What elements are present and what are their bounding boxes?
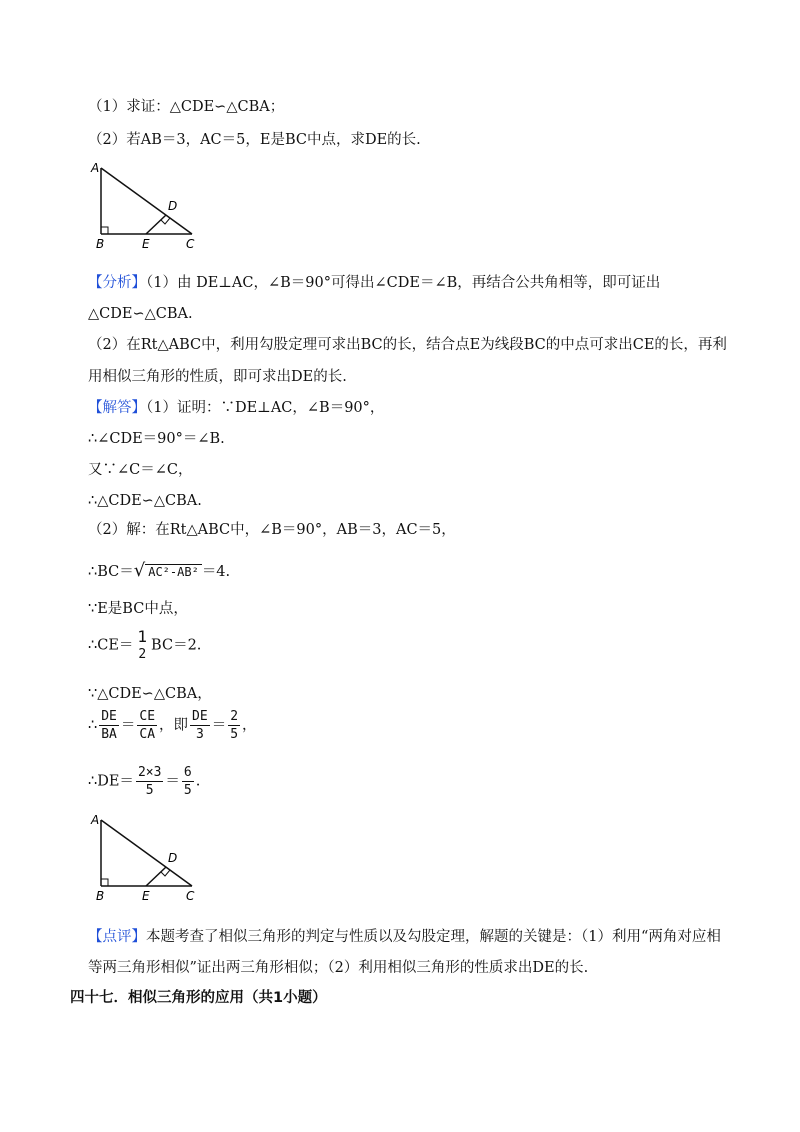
fraction-6-5: $\frac{6}{5}$ [183, 765, 192, 798]
solution-line5: （2）解：在Rt△ABC中，∠B＝90°，AB＝3，AC＝5， [88, 522, 456, 538]
label-b: B [96, 889, 105, 902]
label-e: E [142, 889, 150, 902]
solution-line2: ∴∠CDE＝90°＝∠B. [88, 431, 225, 447]
solution-line11: ∴DE＝ $\frac{2\times 3}{5}$ ＝ $\frac{6}{5}$ . [88, 765, 201, 798]
fraction-ce-ca: $\frac{CE}{CA}$ [139, 709, 156, 742]
analysis-line2: △CDE∽△CBA. [88, 306, 193, 322]
label-b: B [96, 237, 105, 250]
label-d: D [168, 851, 178, 865]
analysis-tag: 【分析】 [88, 275, 146, 291]
solution-line1: 【解答】（1）证明：∵DE⊥AC，∠B＝90°， [88, 400, 385, 416]
label-a: A [91, 813, 100, 827]
solution-line9: ∵△CDE∽△CBA， [88, 686, 212, 702]
triangle-figure-bottom [88, 810, 208, 902]
analysis-line4: 用相似三角形的性质，即可求出DE的长. [88, 369, 347, 385]
sqrt-expression: √ AC²-AB² [134, 565, 202, 579]
solution-tag: 【解答】 [88, 400, 146, 416]
section-heading: 四十七．相似三角形的应用（共1小题） [70, 990, 327, 1006]
solution-line4: ∴△CDE∽△CBA. [88, 493, 202, 509]
review-line1: 【点评】本题考查了相似三角形的判定与性质以及勾股定理，解题的关键是：（1）利用“两角对应相 [88, 929, 721, 945]
fraction-de-3: $\frac{DE}{3}$ [192, 709, 208, 742]
solution-line3: 又∵∠C＝∠C， [88, 462, 193, 478]
analysis-line1: 【分析】（1）由 DE⊥AC，∠B＝90°可得出∠CDE＝∠B，再结合公共角相等，即可证出 [88, 275, 661, 291]
fraction-half: 1 2 [137, 627, 148, 662]
solution-line6: ∴BC＝√ AC²-AB² ＝4. [88, 560, 231, 581]
question-part2: （2）若AB＝3，AC＝5，E是BC中点，求DE的长. [88, 132, 421, 148]
question-part1: （1）求证：△CDE∽△CBA； [88, 99, 285, 115]
solution-line7: ∵E是BC中点， [88, 601, 188, 617]
fraction-2-5: $\frac{2}{5}$ [230, 709, 239, 742]
label-e: E [142, 237, 150, 250]
fraction-2x3-5: $\frac{2\times 3}{5}$ [137, 765, 162, 798]
label-d: D [168, 199, 178, 213]
label-a: A [91, 161, 100, 175]
fraction-de-ba: $\frac{DE}{BA}$ [101, 709, 117, 742]
analysis-line3: （2）在Rt△ABC中，利用勾股定理可求出BC的长，结合点E为线段BC的中点可求出CE的长，再利 [88, 337, 727, 353]
label-c: C [186, 237, 195, 250]
label-c: C [186, 889, 195, 902]
review-tag: 【点评】 [88, 929, 146, 945]
review-line2: 等两三角形相似”证出两三角形相似；（2）利用相似三角形的性质求出DE的长. [88, 960, 589, 976]
solution-line8: ∴CE＝ 1 2 BC＝2. [88, 627, 202, 662]
solution-line10: ∴ $\frac{DE}{BA}$ ＝ $\frac{CE}{CA}$ ，即 $\frac{DE}{3}$ ＝ $\frac{2}{5}$ ， [88, 709, 257, 742]
triangle-figure-top [88, 158, 208, 250]
